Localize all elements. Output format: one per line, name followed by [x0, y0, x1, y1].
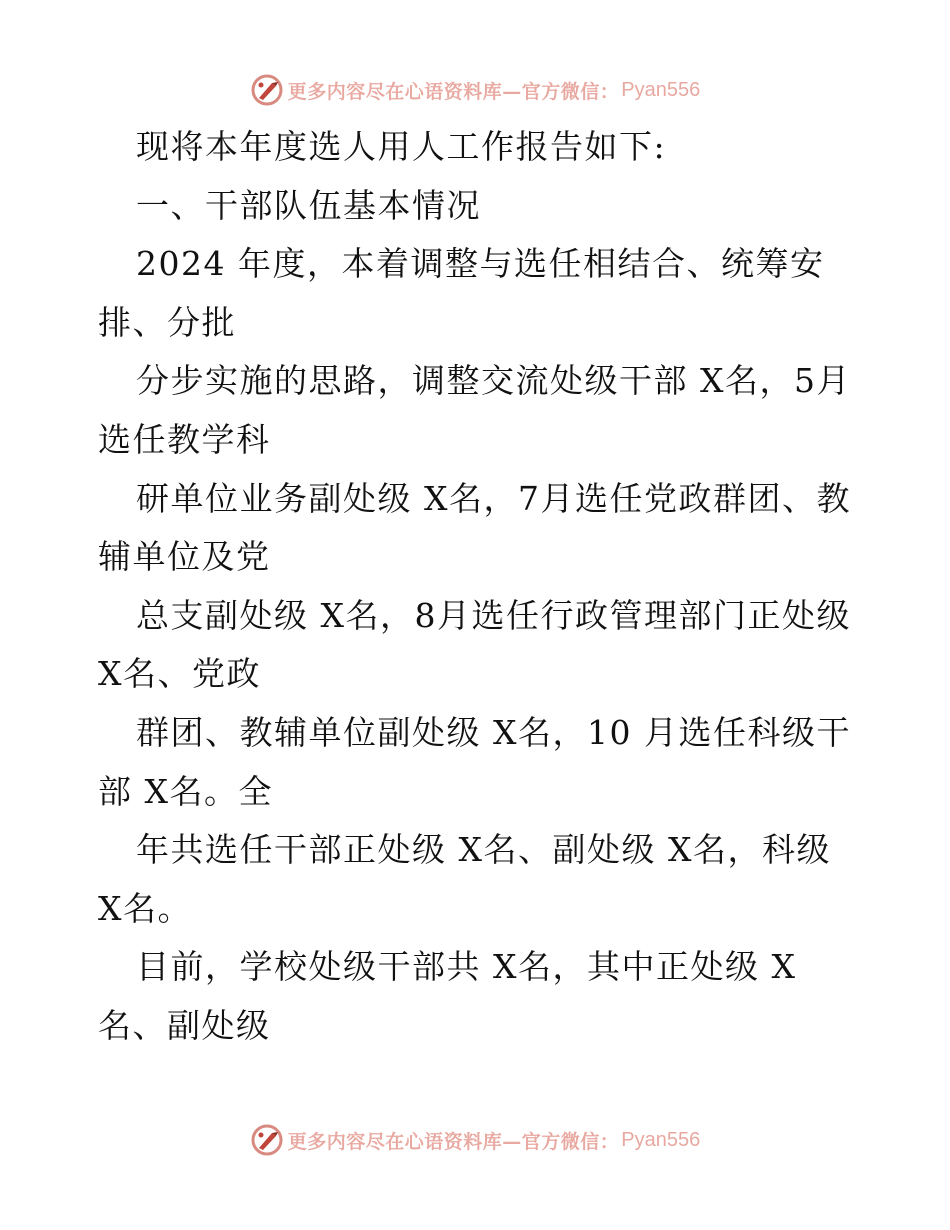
pen-circle-logo-icon — [250, 73, 284, 107]
document-line: X名。 — [98, 888, 192, 928]
document-line: 分步实施的思路，调整交流处级干部 X名，5月 — [136, 361, 851, 401]
footer-watermark — [0, 1120, 950, 1160]
watermark-account: Pyan556 — [621, 1128, 701, 1151]
document-line: 部 X名。全 — [98, 771, 273, 811]
document-line: 排、分批 — [98, 302, 236, 342]
document-line: 目前，学校处级干部共 X名，其中正处级 X — [136, 947, 797, 987]
document-line: 群团、教辅单位副处级 X名，10 月选任科级干 — [136, 712, 851, 752]
document-line: 研单位业务副处级 X名，7月选任党政群团、教 — [136, 478, 851, 518]
watermark-text: 更多内容尽在心语资料库—官方微信： — [287, 1130, 620, 1153]
document-line: 总支副处级 X名，8月选任行政管理部门正处级 — [136, 595, 851, 635]
pen-circle-logo-icon — [250, 1123, 284, 1157]
section-heading: 一、干部队伍基本情况 — [136, 185, 481, 225]
document-line: 名、副处级 — [98, 1005, 271, 1045]
header-watermark — [0, 70, 950, 110]
document-line: 年共选任干部正处级 X名、副处级 X名，科级 — [136, 830, 831, 870]
watermark-account: Pyan556 — [621, 78, 701, 101]
document-line: 2024 年度，本着调整与选任相结合、统筹安 — [136, 244, 825, 284]
document-body — [98, 118, 858, 1056]
document-line: 现将本年度选人用人工作报告如下: — [136, 127, 667, 166]
watermark-text: 更多内容尽在心语资料库—官方微信： — [287, 80, 620, 103]
document-line: 选任教学科 — [98, 419, 271, 459]
document-line: X名、党政 — [98, 654, 261, 694]
document-line: 辅单位及党 — [98, 537, 271, 577]
